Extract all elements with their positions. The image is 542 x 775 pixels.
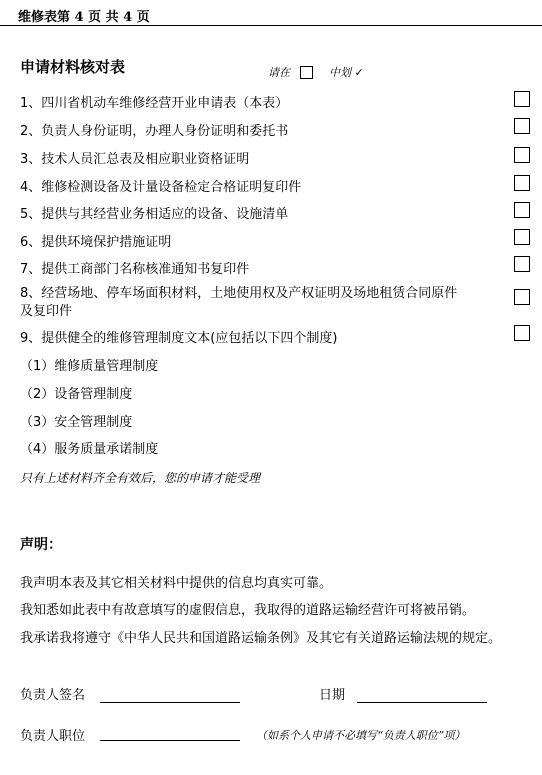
checkbox-item-4[interactable] [514, 175, 530, 191]
checklist-title: 申请材料核对表 [20, 58, 126, 76]
page-header: 维修表第 4 页 共 4 页 [18, 10, 150, 25]
date-label: 日期 [319, 688, 346, 703]
checklist-item-3: 3、技术人员汇总表及相应职业资格证明 [20, 152, 250, 167]
declaration-line-2: 我知悉如此表中有故意填写的虚假信息，我取得的道路运输经营许可将被吊销。 [20, 603, 476, 618]
checkbox-item-9[interactable] [514, 325, 530, 341]
signer-field[interactable] [100, 702, 240, 703]
declaration-line-3: 我承诺我将遵守《中华人民共和国道路运输条例》及其它有关道路运输法规的规定。 [20, 631, 502, 646]
sub-item-2: （2）设备管理制度 [20, 387, 133, 402]
checklist-item-6: 6、提供环境保护措施证明 [20, 235, 172, 250]
checklist-item-8: 8、经营场地、停车场面积材料，土地使用权及产权证明及场地租赁合同原件 [20, 286, 458, 301]
declaration-title: 声明： [20, 537, 62, 553]
completeness-note: 只有上述材料齐全有效后，您的申请才能受理 [20, 471, 261, 485]
signer-label: 负责人签名 [20, 688, 86, 703]
checklist-item-9: 9、提供健全的维修管理制度文本(应包括以下四个制度) [20, 331, 338, 346]
checkmark-hint [268, 64, 364, 80]
sub-item-3: （3）安全管理制度 [20, 415, 133, 430]
checkbox-item-5[interactable] [514, 202, 530, 218]
checklist-item-4: 4、维修检测设备及计量设备检定合格证明复印件 [20, 180, 302, 195]
checklist-item-7: 7、提供工商部门名称核准通知书复印件 [20, 262, 250, 277]
checkbox-item-8[interactable] [514, 289, 530, 305]
declaration-line-1: 我声明本表及其它相关材料中提供的信息均真实可靠。 [20, 576, 333, 591]
checkbox-item-3[interactable] [514, 147, 530, 163]
checklist-item-5: 5、提供与其经营业务相适应的设备、设施清单 [20, 207, 289, 222]
sub-item-1: （1）维修质量管理制度 [20, 359, 159, 374]
hint-checkbox-sample [300, 66, 313, 79]
position-field[interactable] [100, 740, 240, 741]
checkbox-item-7[interactable] [514, 256, 530, 272]
position-label: 负责人职位 [20, 729, 86, 744]
checkbox-item-2[interactable] [514, 118, 530, 134]
checklist-item-8-continued: 及复印件 [20, 304, 73, 319]
hint-text-after: 中划 ✓ [329, 66, 364, 79]
checkbox-item-1[interactable] [514, 91, 530, 107]
position-note: （如系个人申请不必填写“负责人职位”项） [256, 729, 466, 742]
checklist-item-2: 2、负责人身份证明，办理人身份证明和委托书 [20, 124, 289, 139]
hint-text-before: 请在 [268, 66, 290, 79]
header-divider [0, 25, 542, 26]
checkbox-item-6[interactable] [514, 229, 530, 245]
sub-item-4: （4）服务质量承诺制度 [20, 442, 159, 457]
checklist-item-1: 1、四川省机动车维修经营开业申请表（本表） [20, 96, 289, 111]
date-field[interactable] [357, 702, 487, 703]
